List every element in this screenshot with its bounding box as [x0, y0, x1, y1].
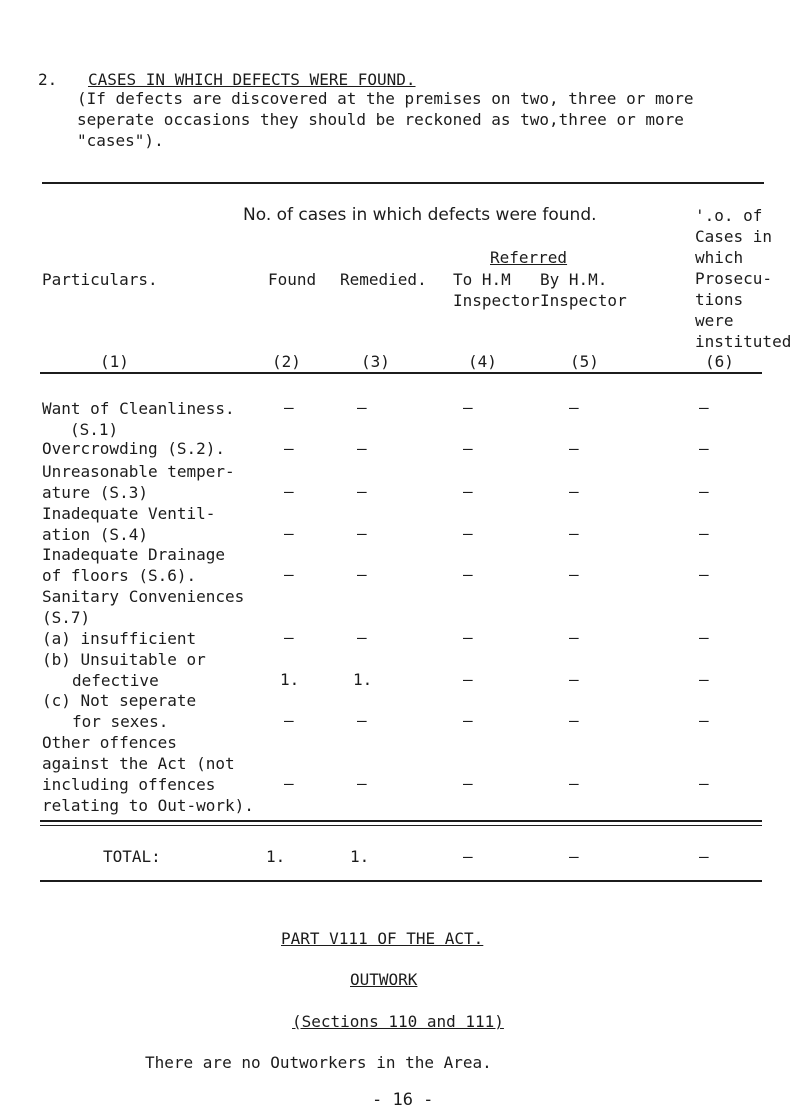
col-number-4: (4): [468, 352, 497, 371]
cell-found: –: [284, 524, 294, 543]
group-header: No. of cases in which defects were found.: [243, 205, 597, 225]
cell-to-hm: –: [463, 774, 473, 793]
col-prosecutions: '.o. of Cases in which Prosecu- tions were instituted: [695, 206, 792, 351]
table-row: Sanitary Conveniences (S.7) (a) insufficient: [42, 587, 245, 648]
cell-found: –: [284, 482, 294, 501]
cell-found: 1.: [280, 670, 300, 689]
cell-to-hm: –: [463, 482, 473, 501]
cell-prosecutions: –: [699, 711, 709, 730]
cell-prosecutions: –: [699, 628, 709, 647]
cell-remedied: –: [357, 482, 367, 501]
cell-prosecutions: –: [699, 524, 709, 543]
cell-by-hm: –: [569, 628, 579, 647]
cell-remedied: –: [357, 628, 367, 647]
table-row: Inadequate Ventil- ation (S.4): [42, 504, 216, 544]
table-top-rule: [42, 182, 764, 184]
cell-to-hm: –: [463, 565, 473, 584]
cell-to-hm: –: [463, 439, 473, 458]
part-subtitle: OUTWORK: [350, 970, 418, 989]
cell-found: –: [284, 711, 294, 730]
part-title: PART V111 OF THE ACT.: [281, 929, 484, 948]
col-by-hm: By H.M.: [540, 270, 608, 289]
col-number-1: (1): [100, 352, 129, 371]
note-line-1: (If defects are discovered at the premises on two, three or more: [77, 89, 694, 108]
table-row: Overcrowding (S.2).: [42, 439, 226, 458]
cell-by-hm: –: [569, 670, 579, 689]
cell-remedied: –: [357, 565, 367, 584]
table-row: Inadequate Drainage of floors (S.6).: [42, 545, 226, 585]
table-row: Unreasonable temper- ature (S.3): [42, 462, 235, 502]
cell-prosecutions: –: [699, 439, 709, 458]
table-row: (c) Not seperate for sexes.: [42, 691, 197, 731]
cell-found: –: [284, 439, 294, 458]
cell-prosecutions: –: [699, 774, 709, 793]
col-number-2: (2): [272, 352, 301, 371]
cell-prosecutions: –: [699, 482, 709, 501]
section-number: 2.: [38, 70, 58, 89]
cell-remedied: –: [357, 524, 367, 543]
cell-remedied: –: [357, 774, 367, 793]
note-line-3: "cases").: [77, 131, 164, 150]
cell-by-hm: –: [569, 524, 579, 543]
cell-by-hm: –: [569, 439, 579, 458]
cell-prosecutions: –: [699, 670, 709, 689]
total-by-hm: –: [569, 847, 579, 866]
cell-remedied: 1.: [353, 670, 373, 689]
table-row: (b) Unsuitable or defective: [42, 650, 206, 690]
part-sections: (Sections 110 and 111): [292, 1012, 504, 1031]
cell-to-hm: –: [463, 524, 473, 543]
cell-by-hm: –: [569, 398, 579, 417]
col-found: Found: [268, 270, 317, 289]
col-number-5: (5): [570, 352, 599, 371]
cell-by-hm: –: [569, 711, 579, 730]
cell-by-hm: –: [569, 482, 579, 501]
table-row: Want of Cleanliness. (S.1): [42, 399, 235, 439]
total-remedied: 1.: [350, 847, 370, 866]
col-remedied: Remedied.: [340, 270, 427, 289]
section-title: CASES IN WHICH DEFECTS WERE FOUND.: [88, 70, 416, 89]
total-bottom-rule: [40, 880, 762, 882]
cell-to-hm: –: [463, 398, 473, 417]
cell-to-hm: –: [463, 711, 473, 730]
cell-by-hm: –: [569, 565, 579, 584]
cell-to-hm: –: [463, 628, 473, 647]
cell-found: –: [284, 628, 294, 647]
note-line-2: seperate occasions they should be reckoned as two,three or more: [77, 110, 684, 129]
cell-by-hm: –: [569, 774, 579, 793]
cell-found: –: [284, 398, 294, 417]
cell-remedied: –: [357, 711, 367, 730]
total-to-hm: –: [463, 847, 473, 866]
referred-header: Referred: [490, 248, 568, 267]
col-number-6: (6): [705, 352, 734, 371]
total-found: 1.: [266, 847, 286, 866]
cell-remedied: –: [357, 398, 367, 417]
cell-remedied: –: [357, 439, 367, 458]
cell-found: –: [284, 565, 294, 584]
col-to-hm-inspector: Inspector: [453, 291, 540, 310]
total-label: TOTAL:: [103, 847, 161, 866]
col-particulars: Particulars.: [42, 270, 158, 289]
cell-prosecutions: –: [699, 565, 709, 584]
col-by-hm-inspector: Inspector: [540, 291, 627, 310]
cell-to-hm: –: [463, 670, 473, 689]
total-prosecutions: –: [699, 847, 709, 866]
col-to-hm: To H.M: [453, 270, 511, 289]
col-number-3: (3): [361, 352, 390, 371]
part-statement: There are no Outworkers in the Area.: [145, 1053, 492, 1072]
cell-found: –: [284, 774, 294, 793]
total-top-rule: [40, 820, 762, 822]
total-top-rule-inner: [40, 825, 762, 826]
page-number: - 16 -: [372, 1090, 434, 1110]
header-bottom-rule: [40, 372, 762, 374]
table-row: Other offences against the Act (not including offences relating to Out-work).: [42, 733, 254, 815]
cell-prosecutions: –: [699, 398, 709, 417]
